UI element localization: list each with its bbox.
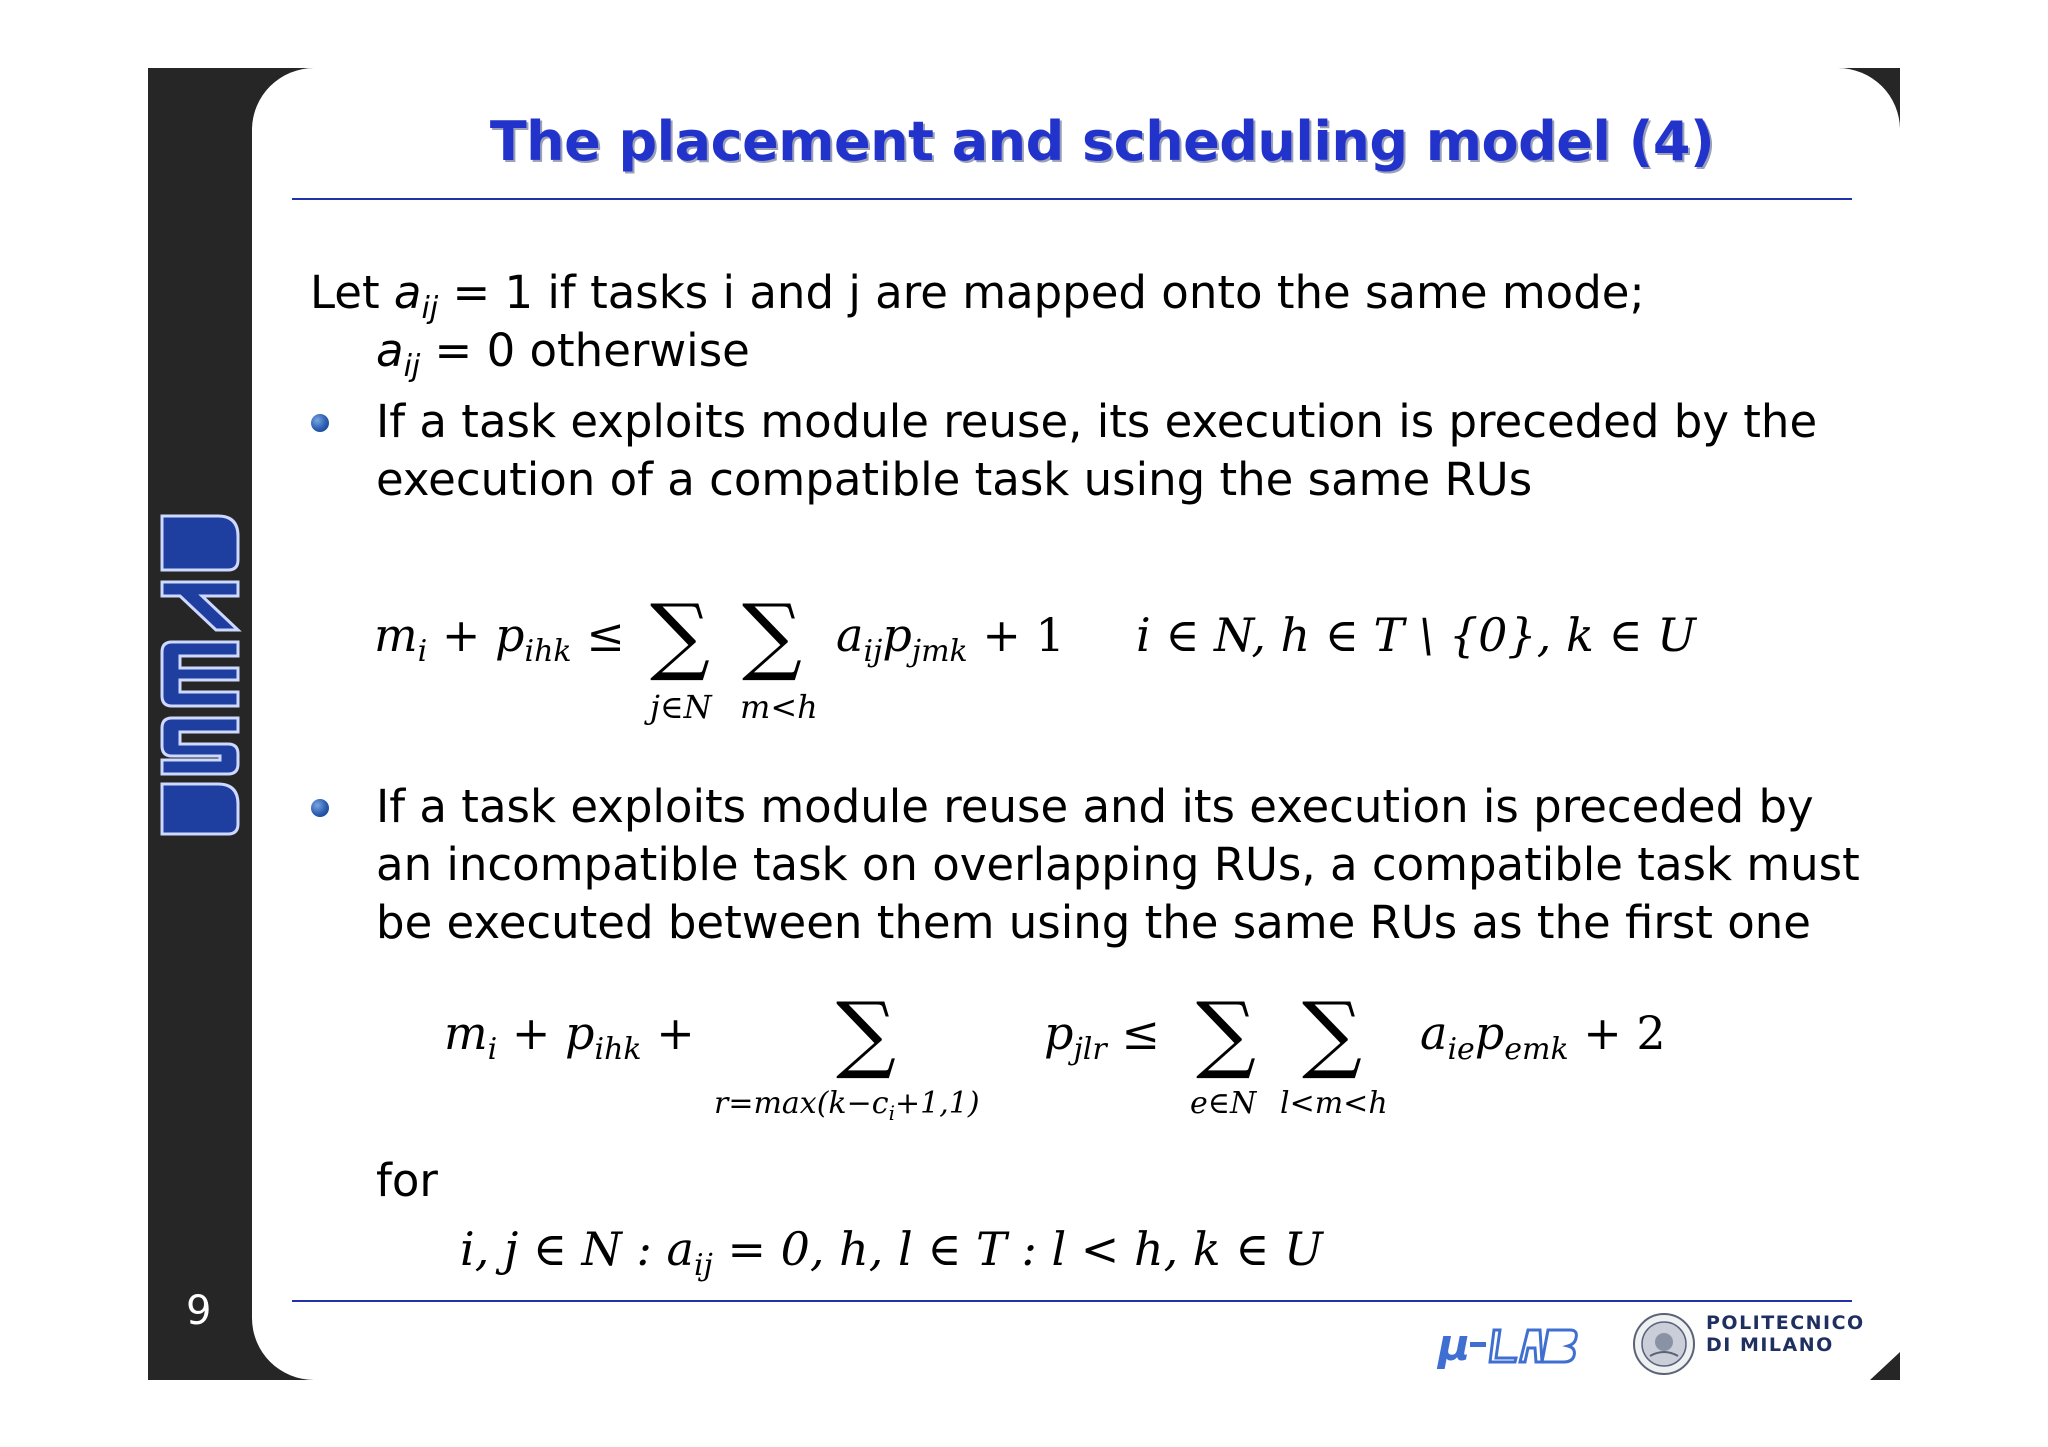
footer-divider: [292, 1300, 1852, 1302]
slide-title: The placement and scheduling model (4): [489, 110, 1715, 173]
equation-1-rhs: $a_{ij}p_{jmk} + 1$: [836, 608, 1065, 670]
page-number: 9: [186, 1288, 212, 1334]
mu-lab-logo: [1436, 1318, 1596, 1370]
svg-text:μ: μ: [1438, 1320, 1471, 1370]
equation-1-condition: i ∈ N, h ∈ T \ {0}, k ∈ U: [1136, 608, 1696, 662]
equation-1-sum-1: ∑: [650, 586, 710, 684]
politecnico-seal-icon: [1632, 1312, 1696, 1376]
equation-2-sum-1-index: $r=\max(k-c_i+1,1)$: [714, 1086, 980, 1125]
equation-2-sum-3-index: l<m<h: [1280, 1086, 1388, 1121]
corner-decoration: [1870, 1352, 1900, 1380]
equation-2-sum-2: ∑: [1196, 984, 1256, 1082]
bullet-icon: [311, 799, 329, 817]
title-divider: [292, 198, 1852, 200]
bullet-1-text: If a task exploits module reuse, its execution is preceded by the execution of a compatible task using the same RUs: [376, 395, 1818, 506]
equation-2-sum-1: ∑: [836, 984, 896, 1082]
bullet-2-text: If a task exploits module reuse and its execution is preceded by an incompatible task on overlapping RUs, a compatible task must be executed between them using the same RUs as the first one: [376, 780, 1860, 949]
definition-line-1: Let $a_{ij} = 1$ if tasks i and j are mapped onto the same mode;: [310, 266, 1645, 326]
bullet-icon: [311, 414, 329, 432]
equation-1-sum-2-index: m<h: [740, 688, 818, 726]
equation-2-rhs: $a_{ie}p_{emk} + 2$: [1420, 1006, 1666, 1068]
dresd-logo: [158, 512, 242, 838]
equation-1: $m_i + p_{ihk}$ ≤: [374, 608, 625, 670]
equation-1-sum-1-index: j∈N: [650, 688, 712, 726]
equation-2-middle: $p_{jlr}$ ≤: [1044, 1006, 1160, 1068]
equation-1-sum-2: ∑: [742, 586, 802, 684]
equation-2-sum-2-index: e∈N: [1190, 1086, 1257, 1121]
equation-3: i, j ∈ N : $a_{ij} = 0$, h, l ∈ T : l < h, k ∈ U: [460, 1222, 1323, 1284]
equation-2-lhs: $m_i + p_{ihk}$ +: [444, 1006, 695, 1068]
definition-line-2: $a_{ij} = 0$ otherwise: [376, 324, 750, 384]
equation-2-sum-3: ∑: [1302, 984, 1362, 1082]
politecnico-name: POLITECNICO DI MILANO: [1706, 1312, 1865, 1356]
for-label: for: [376, 1154, 438, 1207]
